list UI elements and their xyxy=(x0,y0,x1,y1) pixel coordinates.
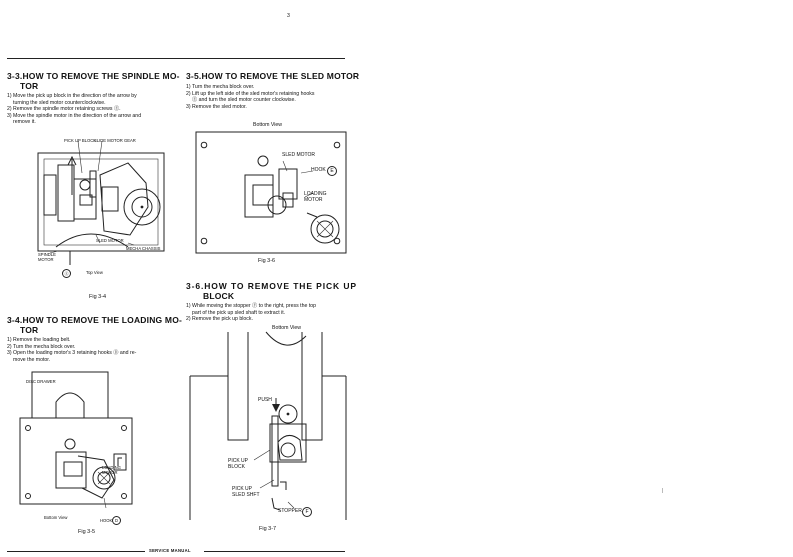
top-rule xyxy=(7,58,345,59)
fig-3-7-caption: Fig 3-7 xyxy=(259,526,277,532)
section-3-4-title: 3-4.HOW TO REMOVE THE LOADING MO- xyxy=(7,315,183,325)
step: 2) Lift up the left side of the sled motor's retaining hooks xyxy=(186,90,315,97)
section-3-6-title: 3-6.HOW TO REMOVE THE PICK UP xyxy=(186,281,357,291)
label-mecha-chassis: MECHA CHASSIS xyxy=(126,246,161,251)
section-3-3-steps xyxy=(7,93,177,126)
step: turning the sled motor counterclockwise. xyxy=(13,99,106,106)
section-3-4-steps xyxy=(7,337,177,363)
stopper-f-marker: F xyxy=(302,507,312,517)
label-motor: MOTOR xyxy=(38,257,54,262)
step: 1) Move the pick up block in the direction of the arrow by xyxy=(7,93,137,99)
label-pick-up-block: PICK UP BLOCK xyxy=(64,138,97,143)
fig-3-7-bottom-view: Bottom View xyxy=(272,325,302,331)
fig-3-5-caption: Fig 3-5 xyxy=(78,529,96,535)
step: 3) Remove the sled motor. xyxy=(186,103,247,110)
step: 3) Open the loading motor's 3 retaining hooks Ⓓ and re- xyxy=(7,350,137,357)
fig-3-4-caption: Fig 3-4 xyxy=(89,294,107,300)
label-hook: HOOK xyxy=(100,518,113,523)
hook-e-marker: E xyxy=(327,166,337,176)
section-3-4-title-cont: TOR xyxy=(20,325,39,335)
section-3-6-steps xyxy=(186,303,350,323)
step: remove it. xyxy=(13,119,36,126)
label-hook: HOOK xyxy=(311,167,326,173)
label-sled-motor: SLED MOTOR xyxy=(282,152,315,158)
step: 2) Turn the mecha block over. xyxy=(7,343,76,350)
label-bottom-view: Bottom View xyxy=(44,515,68,520)
step: 1) Turn the mecha block over. xyxy=(186,84,255,90)
footer-label: SERVICE MANUAL xyxy=(149,548,191,553)
label-stopper: STOPPER xyxy=(278,508,302,514)
section-3-3-title: 3-3.HOW TO REMOVE THE SPINDLE MO- xyxy=(7,71,180,81)
footer-rule-right xyxy=(204,551,345,552)
section-3-5-steps xyxy=(186,84,350,110)
fig-3-5-drawing xyxy=(18,370,136,520)
step: part of the pick up sled shaft to extract it. xyxy=(192,309,286,316)
label-push: PUSH xyxy=(258,397,272,403)
label-pick-up: PICK UP xyxy=(228,458,249,464)
section-3-6-title-cont: BLOCK xyxy=(203,291,235,301)
section-3-3-title-cont: TOR xyxy=(20,81,39,91)
step: move the motor. xyxy=(13,356,51,363)
label-block: BLOCK xyxy=(228,464,245,470)
screw-e-marker: Ⓔ xyxy=(62,269,71,278)
label-pick-up-shaft: PICK UP xyxy=(232,486,253,492)
label-disc-drawer: DISC DRAWER xyxy=(26,379,56,384)
scan-mark xyxy=(662,488,663,493)
step: 3) Move the spindle motor in the direction of the arrow and xyxy=(7,112,142,119)
fig-3-6-caption: Fig 3-6 xyxy=(258,258,276,264)
step: Ⓔ and turn the sled motor counter clockwise. xyxy=(192,97,296,104)
step: 1) Remove the loading belt. xyxy=(7,337,71,343)
page-number: 3 xyxy=(287,13,290,19)
label-sled-shaft: SLED SHFT xyxy=(232,492,260,498)
label-loading: LOADING xyxy=(304,191,327,197)
label-spindle: SPINDLE xyxy=(38,252,56,257)
step: 2) Remove the pick up block. xyxy=(186,316,253,323)
step: 2) Remove the spindle motor retaining screws Ⓔ. xyxy=(7,106,121,113)
label-loading-motor: MOTOR xyxy=(102,470,118,475)
section-3-5-title: 3-5.HOW TO REMOVE THE SLED MOTOR xyxy=(186,71,360,81)
label-loading: LOADING xyxy=(102,465,121,470)
fig-3-6-bottom-view: Bottom View xyxy=(253,122,283,128)
label-top-view: Top View xyxy=(86,270,103,275)
hook-d-marker: D xyxy=(112,516,121,525)
label-loading-motor: MOTOR xyxy=(304,197,323,203)
step: 1) While moving the stopper Ⓕ to the right, press the top xyxy=(186,303,317,309)
footer-rule-left xyxy=(7,551,145,552)
label-sled-motor: SLED MOTOR xyxy=(96,238,124,243)
fig-3-7-drawing xyxy=(188,332,348,520)
label-slide-motor-gear: SLIDE MOTOR GEAR xyxy=(94,138,136,143)
